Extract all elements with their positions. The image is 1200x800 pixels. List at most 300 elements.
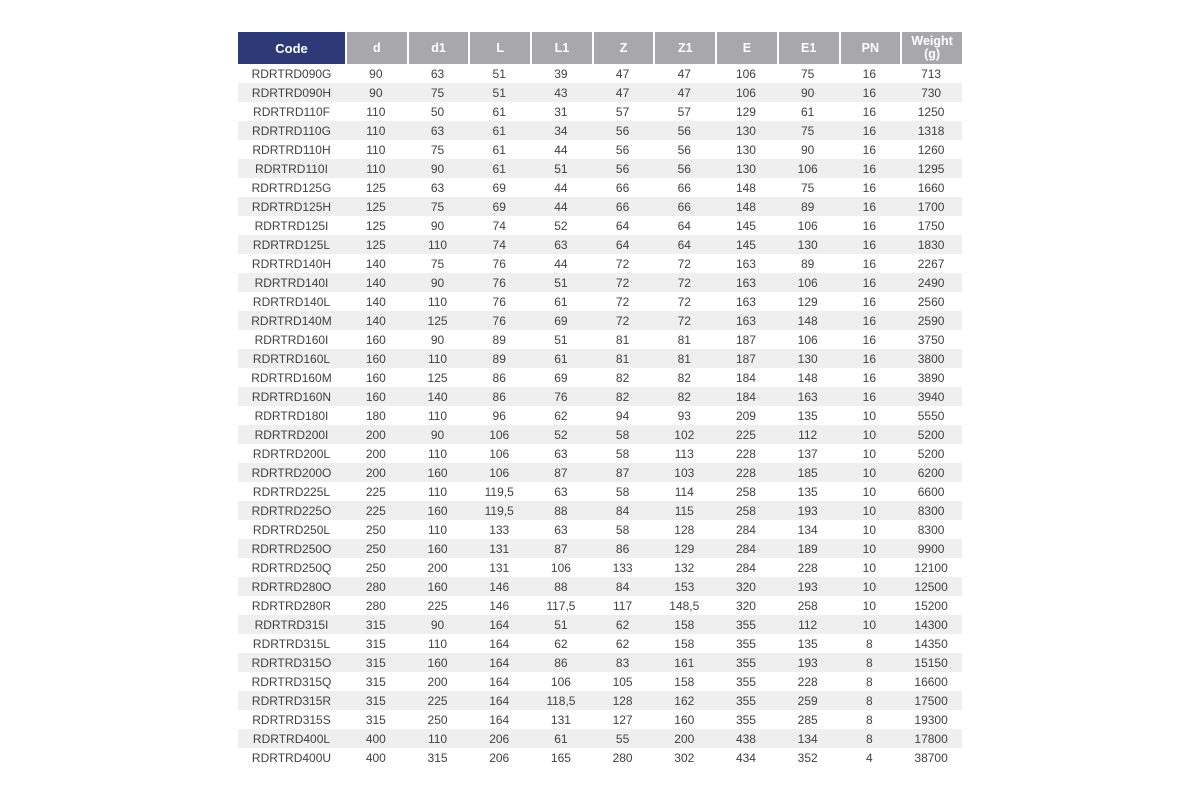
cell-weight: 3750	[900, 330, 962, 349]
cell-z: 72	[592, 292, 654, 311]
cell-z1: 82	[653, 368, 715, 387]
cell-pn: 4	[839, 748, 901, 767]
cell-l: 96	[468, 406, 530, 425]
product-spec-table	[238, 32, 962, 767]
cell-l1: 63	[530, 520, 592, 539]
cell-e: 228	[715, 463, 777, 482]
cell-code: RDRTRD225L	[238, 482, 345, 501]
cell-z1: 158	[653, 634, 715, 653]
cell-z: 47	[592, 64, 654, 83]
cell-l1: 51	[530, 159, 592, 178]
table-row	[238, 121, 962, 140]
cell-pn: 16	[839, 368, 901, 387]
cell-weight: 8300	[900, 520, 962, 539]
cell-weight: 5550	[900, 406, 962, 425]
cell-weight: 12100	[900, 558, 962, 577]
cell-d1: 160	[407, 501, 469, 520]
cell-pn: 10	[839, 596, 901, 615]
cell-l1: 88	[530, 501, 592, 520]
cell-l: 51	[468, 83, 530, 102]
column-header-pn: PN	[839, 32, 901, 64]
cell-e1: 112	[777, 615, 839, 634]
cell-l1: 44	[530, 140, 592, 159]
cell-l: 106	[468, 463, 530, 482]
table-row	[238, 406, 962, 425]
cell-e1: 130	[777, 235, 839, 254]
cell-d1: 90	[407, 425, 469, 444]
cell-l: 206	[468, 729, 530, 748]
cell-z: 82	[592, 387, 654, 406]
cell-weight: 6600	[900, 482, 962, 501]
cell-z: 62	[592, 634, 654, 653]
cell-pn: 16	[839, 178, 901, 197]
cell-e: 258	[715, 482, 777, 501]
cell-code: RDRTRD315S	[238, 710, 345, 729]
cell-z1: 158	[653, 615, 715, 634]
cell-l1: 62	[530, 406, 592, 425]
cell-weight: 38700	[900, 748, 962, 767]
cell-l1: 63	[530, 444, 592, 463]
cell-e1: 285	[777, 710, 839, 729]
cell-d: 315	[345, 710, 407, 729]
cell-weight: 1250	[900, 102, 962, 121]
cell-z1: 56	[653, 121, 715, 140]
cell-weight: 17800	[900, 729, 962, 748]
cell-pn: 10	[839, 558, 901, 577]
cell-e: 148	[715, 178, 777, 197]
cell-l1: 106	[530, 672, 592, 691]
cell-z1: 64	[653, 235, 715, 254]
cell-l: 133	[468, 520, 530, 539]
cell-l: 131	[468, 558, 530, 577]
cell-z1: 57	[653, 102, 715, 121]
cell-d1: 90	[407, 159, 469, 178]
cell-code: RDRTRD140L	[238, 292, 345, 311]
cell-weight: 8300	[900, 501, 962, 520]
cell-e1: 135	[777, 634, 839, 653]
cell-z1: 114	[653, 482, 715, 501]
cell-z: 47	[592, 83, 654, 102]
cell-d1: 160	[407, 463, 469, 482]
cell-code: RDRTRD140I	[238, 273, 345, 292]
cell-pn: 8	[839, 653, 901, 672]
cell-d: 125	[345, 216, 407, 235]
cell-e: 130	[715, 140, 777, 159]
cell-pn: 16	[839, 102, 901, 121]
cell-d1: 110	[407, 729, 469, 748]
cell-code: RDRTRD140H	[238, 254, 345, 273]
cell-d: 110	[345, 121, 407, 140]
cell-d1: 110	[407, 235, 469, 254]
cell-code: RDRTRD200O	[238, 463, 345, 482]
cell-weight: 2490	[900, 273, 962, 292]
cell-z: 72	[592, 273, 654, 292]
cell-pn: 16	[839, 292, 901, 311]
cell-weight: 2267	[900, 254, 962, 273]
cell-d: 280	[345, 577, 407, 596]
cell-z: 58	[592, 444, 654, 463]
table-row	[238, 482, 962, 501]
cell-e1: 130	[777, 349, 839, 368]
cell-l: 76	[468, 311, 530, 330]
cell-l1: 44	[530, 254, 592, 273]
cell-e: 355	[715, 691, 777, 710]
cell-d1: 225	[407, 691, 469, 710]
cell-weight: 1660	[900, 178, 962, 197]
cell-z: 58	[592, 520, 654, 539]
column-header-l1: L1	[530, 32, 592, 64]
cell-z: 72	[592, 254, 654, 273]
cell-e: 355	[715, 634, 777, 653]
cell-weight: 1318	[900, 121, 962, 140]
cell-l1: 76	[530, 387, 592, 406]
cell-weight: 14350	[900, 634, 962, 653]
cell-e: 258	[715, 501, 777, 520]
table-row	[238, 501, 962, 520]
cell-z1: 102	[653, 425, 715, 444]
cell-weight: 1260	[900, 140, 962, 159]
cell-d1: 75	[407, 197, 469, 216]
table-row	[238, 520, 962, 539]
cell-e1: 135	[777, 406, 839, 425]
cell-e1: 75	[777, 64, 839, 83]
cell-d1: 110	[407, 349, 469, 368]
cell-weight: 15200	[900, 596, 962, 615]
table-row	[238, 273, 962, 292]
cell-l1: 51	[530, 615, 592, 634]
cell-d: 90	[345, 83, 407, 102]
cell-z1: 200	[653, 729, 715, 748]
cell-code: RDRTRD315I	[238, 615, 345, 634]
column-header-weight: Weight (g)	[900, 32, 962, 64]
cell-d: 160	[345, 349, 407, 368]
cell-pn: 16	[839, 349, 901, 368]
cell-d1: 200	[407, 672, 469, 691]
cell-z: 72	[592, 311, 654, 330]
cell-d1: 110	[407, 482, 469, 501]
cell-d: 125	[345, 197, 407, 216]
cell-code: RDRTRD140M	[238, 311, 345, 330]
cell-e1: 258	[777, 596, 839, 615]
cell-pn: 16	[839, 330, 901, 349]
cell-l: 89	[468, 349, 530, 368]
cell-z: 66	[592, 178, 654, 197]
cell-e: 225	[715, 425, 777, 444]
cell-d: 160	[345, 387, 407, 406]
cell-pn: 8	[839, 672, 901, 691]
cell-pn: 8	[839, 710, 901, 729]
cell-code: RDRTRD315R	[238, 691, 345, 710]
cell-pn: 16	[839, 387, 901, 406]
cell-d: 90	[345, 64, 407, 83]
cell-l: 164	[468, 710, 530, 729]
cell-l1: 131	[530, 710, 592, 729]
cell-e: 145	[715, 216, 777, 235]
cell-l: 164	[468, 653, 530, 672]
cell-d1: 160	[407, 539, 469, 558]
cell-z: 84	[592, 577, 654, 596]
cell-d: 315	[345, 672, 407, 691]
cell-l1: 51	[530, 273, 592, 292]
cell-weight: 3890	[900, 368, 962, 387]
cell-z: 280	[592, 748, 654, 767]
cell-z: 117	[592, 596, 654, 615]
cell-d1: 90	[407, 330, 469, 349]
cell-pn: 16	[839, 235, 901, 254]
cell-l1: 39	[530, 64, 592, 83]
cell-z1: 153	[653, 577, 715, 596]
cell-pn: 8	[839, 634, 901, 653]
cell-pn: 8	[839, 729, 901, 748]
cell-pn: 10	[839, 425, 901, 444]
cell-code: RDRTRD315O	[238, 653, 345, 672]
cell-l: 51	[468, 64, 530, 83]
cell-e: 434	[715, 748, 777, 767]
cell-e: 163	[715, 292, 777, 311]
cell-z: 81	[592, 349, 654, 368]
cell-e1: 112	[777, 425, 839, 444]
table-row	[238, 672, 962, 691]
cell-e: 163	[715, 311, 777, 330]
cell-l1: 87	[530, 539, 592, 558]
cell-z: 64	[592, 235, 654, 254]
cell-z: 84	[592, 501, 654, 520]
cell-pn: 10	[839, 501, 901, 520]
cell-l: 86	[468, 368, 530, 387]
cell-e1: 89	[777, 197, 839, 216]
cell-e1: 90	[777, 140, 839, 159]
cell-pn: 10	[839, 482, 901, 501]
cell-l1: 165	[530, 748, 592, 767]
cell-e: 130	[715, 159, 777, 178]
cell-e: 320	[715, 577, 777, 596]
table-row	[238, 615, 962, 634]
cell-d1: 110	[407, 292, 469, 311]
cell-code: RDRTRD160M	[238, 368, 345, 387]
cell-pn: 16	[839, 159, 901, 178]
cell-e: 284	[715, 558, 777, 577]
cell-z1: 81	[653, 330, 715, 349]
cell-z: 105	[592, 672, 654, 691]
cell-z1: 103	[653, 463, 715, 482]
cell-d: 125	[345, 235, 407, 254]
cell-e: 355	[715, 710, 777, 729]
table-row	[238, 539, 962, 558]
column-header-e1: E1	[777, 32, 839, 64]
cell-l1: 52	[530, 425, 592, 444]
cell-l1: 63	[530, 235, 592, 254]
cell-code: RDRTRD315Q	[238, 672, 345, 691]
cell-d: 125	[345, 178, 407, 197]
cell-pn: 10	[839, 615, 901, 634]
cell-d1: 75	[407, 254, 469, 273]
cell-z1: 72	[653, 311, 715, 330]
cell-pn: 16	[839, 311, 901, 330]
cell-l1: 51	[530, 330, 592, 349]
cell-z1: 128	[653, 520, 715, 539]
cell-weight: 3800	[900, 349, 962, 368]
cell-z1: 66	[653, 197, 715, 216]
cell-l1: 44	[530, 197, 592, 216]
cell-l: 61	[468, 121, 530, 140]
cell-d1: 110	[407, 406, 469, 425]
cell-weight: 17500	[900, 691, 962, 710]
cell-l1: 61	[530, 349, 592, 368]
cell-pn: 10	[839, 539, 901, 558]
cell-pn: 10	[839, 444, 901, 463]
cell-e: 145	[715, 235, 777, 254]
cell-d: 140	[345, 311, 407, 330]
cell-code: RDRTRD180I	[238, 406, 345, 425]
table-row	[238, 425, 962, 444]
cell-d: 200	[345, 444, 407, 463]
cell-code: RDRTRD110H	[238, 140, 345, 159]
cell-d1: 250	[407, 710, 469, 729]
cell-code: RDRTRD160I	[238, 330, 345, 349]
cell-e1: 352	[777, 748, 839, 767]
cell-d1: 50	[407, 102, 469, 121]
cell-pn: 10	[839, 520, 901, 539]
cell-d: 110	[345, 102, 407, 121]
cell-z1: 72	[653, 254, 715, 273]
cell-e1: 137	[777, 444, 839, 463]
cell-pn: 16	[839, 64, 901, 83]
cell-l: 106	[468, 425, 530, 444]
table-row	[238, 387, 962, 406]
cell-code: RDRTRD315L	[238, 634, 345, 653]
cell-weight: 1295	[900, 159, 962, 178]
cell-z: 64	[592, 216, 654, 235]
cell-e1: 148	[777, 311, 839, 330]
column-header-z1: Z1	[653, 32, 715, 64]
cell-d: 225	[345, 482, 407, 501]
cell-d: 160	[345, 368, 407, 387]
cell-z: 55	[592, 729, 654, 748]
cell-weight: 1750	[900, 216, 962, 235]
cell-d: 200	[345, 425, 407, 444]
cell-e: 355	[715, 653, 777, 672]
cell-l: 164	[468, 691, 530, 710]
cell-d: 110	[345, 159, 407, 178]
cell-e1: 189	[777, 539, 839, 558]
table-body	[238, 64, 962, 767]
cell-e1: 148	[777, 368, 839, 387]
cell-d: 110	[345, 140, 407, 159]
cell-l1: 61	[530, 729, 592, 748]
cell-d1: 110	[407, 634, 469, 653]
cell-weight: 713	[900, 64, 962, 83]
cell-e1: 228	[777, 672, 839, 691]
cell-l: 89	[468, 330, 530, 349]
cell-d1: 110	[407, 444, 469, 463]
cell-z1: 81	[653, 349, 715, 368]
cell-code: RDRTRD400L	[238, 729, 345, 748]
cell-code: RDRTRD125G	[238, 178, 345, 197]
cell-code: RDRTRD110I	[238, 159, 345, 178]
cell-z: 82	[592, 368, 654, 387]
cell-z: 58	[592, 482, 654, 501]
table-row	[238, 311, 962, 330]
cell-l1: 118,5	[530, 691, 592, 710]
cell-code: RDRTRD110F	[238, 102, 345, 121]
cell-z: 57	[592, 102, 654, 121]
table-row	[238, 634, 962, 653]
cell-e: 163	[715, 254, 777, 273]
cell-e: 355	[715, 615, 777, 634]
cell-e1: 193	[777, 501, 839, 520]
cell-d: 250	[345, 558, 407, 577]
cell-d1: 90	[407, 615, 469, 634]
cell-e1: 75	[777, 178, 839, 197]
cell-z: 83	[592, 653, 654, 672]
cell-pn: 16	[839, 83, 901, 102]
cell-code: RDRTRD250L	[238, 520, 345, 539]
cell-d1: 63	[407, 64, 469, 83]
table-header-row	[238, 32, 962, 64]
cell-e: 184	[715, 368, 777, 387]
table-row	[238, 349, 962, 368]
cell-e1: 259	[777, 691, 839, 710]
cell-d: 225	[345, 501, 407, 520]
cell-e: 228	[715, 444, 777, 463]
cell-weight: 6200	[900, 463, 962, 482]
table-header	[238, 32, 962, 64]
table-row	[238, 159, 962, 178]
cell-l: 146	[468, 577, 530, 596]
cell-pn: 10	[839, 463, 901, 482]
cell-z: 94	[592, 406, 654, 425]
cell-z1: 129	[653, 539, 715, 558]
cell-l1: 69	[530, 311, 592, 330]
cell-e: 148	[715, 197, 777, 216]
cell-e: 284	[715, 520, 777, 539]
cell-l1: 31	[530, 102, 592, 121]
table-row	[238, 197, 962, 216]
cell-l1: 69	[530, 368, 592, 387]
cell-e1: 135	[777, 482, 839, 501]
cell-e: 163	[715, 273, 777, 292]
cell-l: 164	[468, 615, 530, 634]
table-row	[238, 577, 962, 596]
table-row	[238, 254, 962, 273]
cell-l: 164	[468, 672, 530, 691]
cell-l: 69	[468, 197, 530, 216]
cell-weight: 14300	[900, 615, 962, 634]
table-row	[238, 748, 962, 767]
cell-l: 61	[468, 102, 530, 121]
column-header-code: Code	[238, 32, 345, 64]
cell-pn: 16	[839, 254, 901, 273]
cell-z: 56	[592, 140, 654, 159]
cell-z1: 148,5	[653, 596, 715, 615]
cell-d1: 225	[407, 596, 469, 615]
table-row	[238, 216, 962, 235]
cell-d: 315	[345, 615, 407, 634]
cell-z: 58	[592, 425, 654, 444]
cell-z: 56	[592, 159, 654, 178]
cell-pn: 16	[839, 197, 901, 216]
cell-e1: 106	[777, 273, 839, 292]
cell-code: RDRTRD090H	[238, 83, 345, 102]
table-row	[238, 83, 962, 102]
cell-d: 250	[345, 539, 407, 558]
cell-pn: 8	[839, 691, 901, 710]
cell-e1: 90	[777, 83, 839, 102]
cell-l: 206	[468, 748, 530, 767]
cell-z: 62	[592, 615, 654, 634]
cell-z1: 82	[653, 387, 715, 406]
cell-pn: 16	[839, 216, 901, 235]
